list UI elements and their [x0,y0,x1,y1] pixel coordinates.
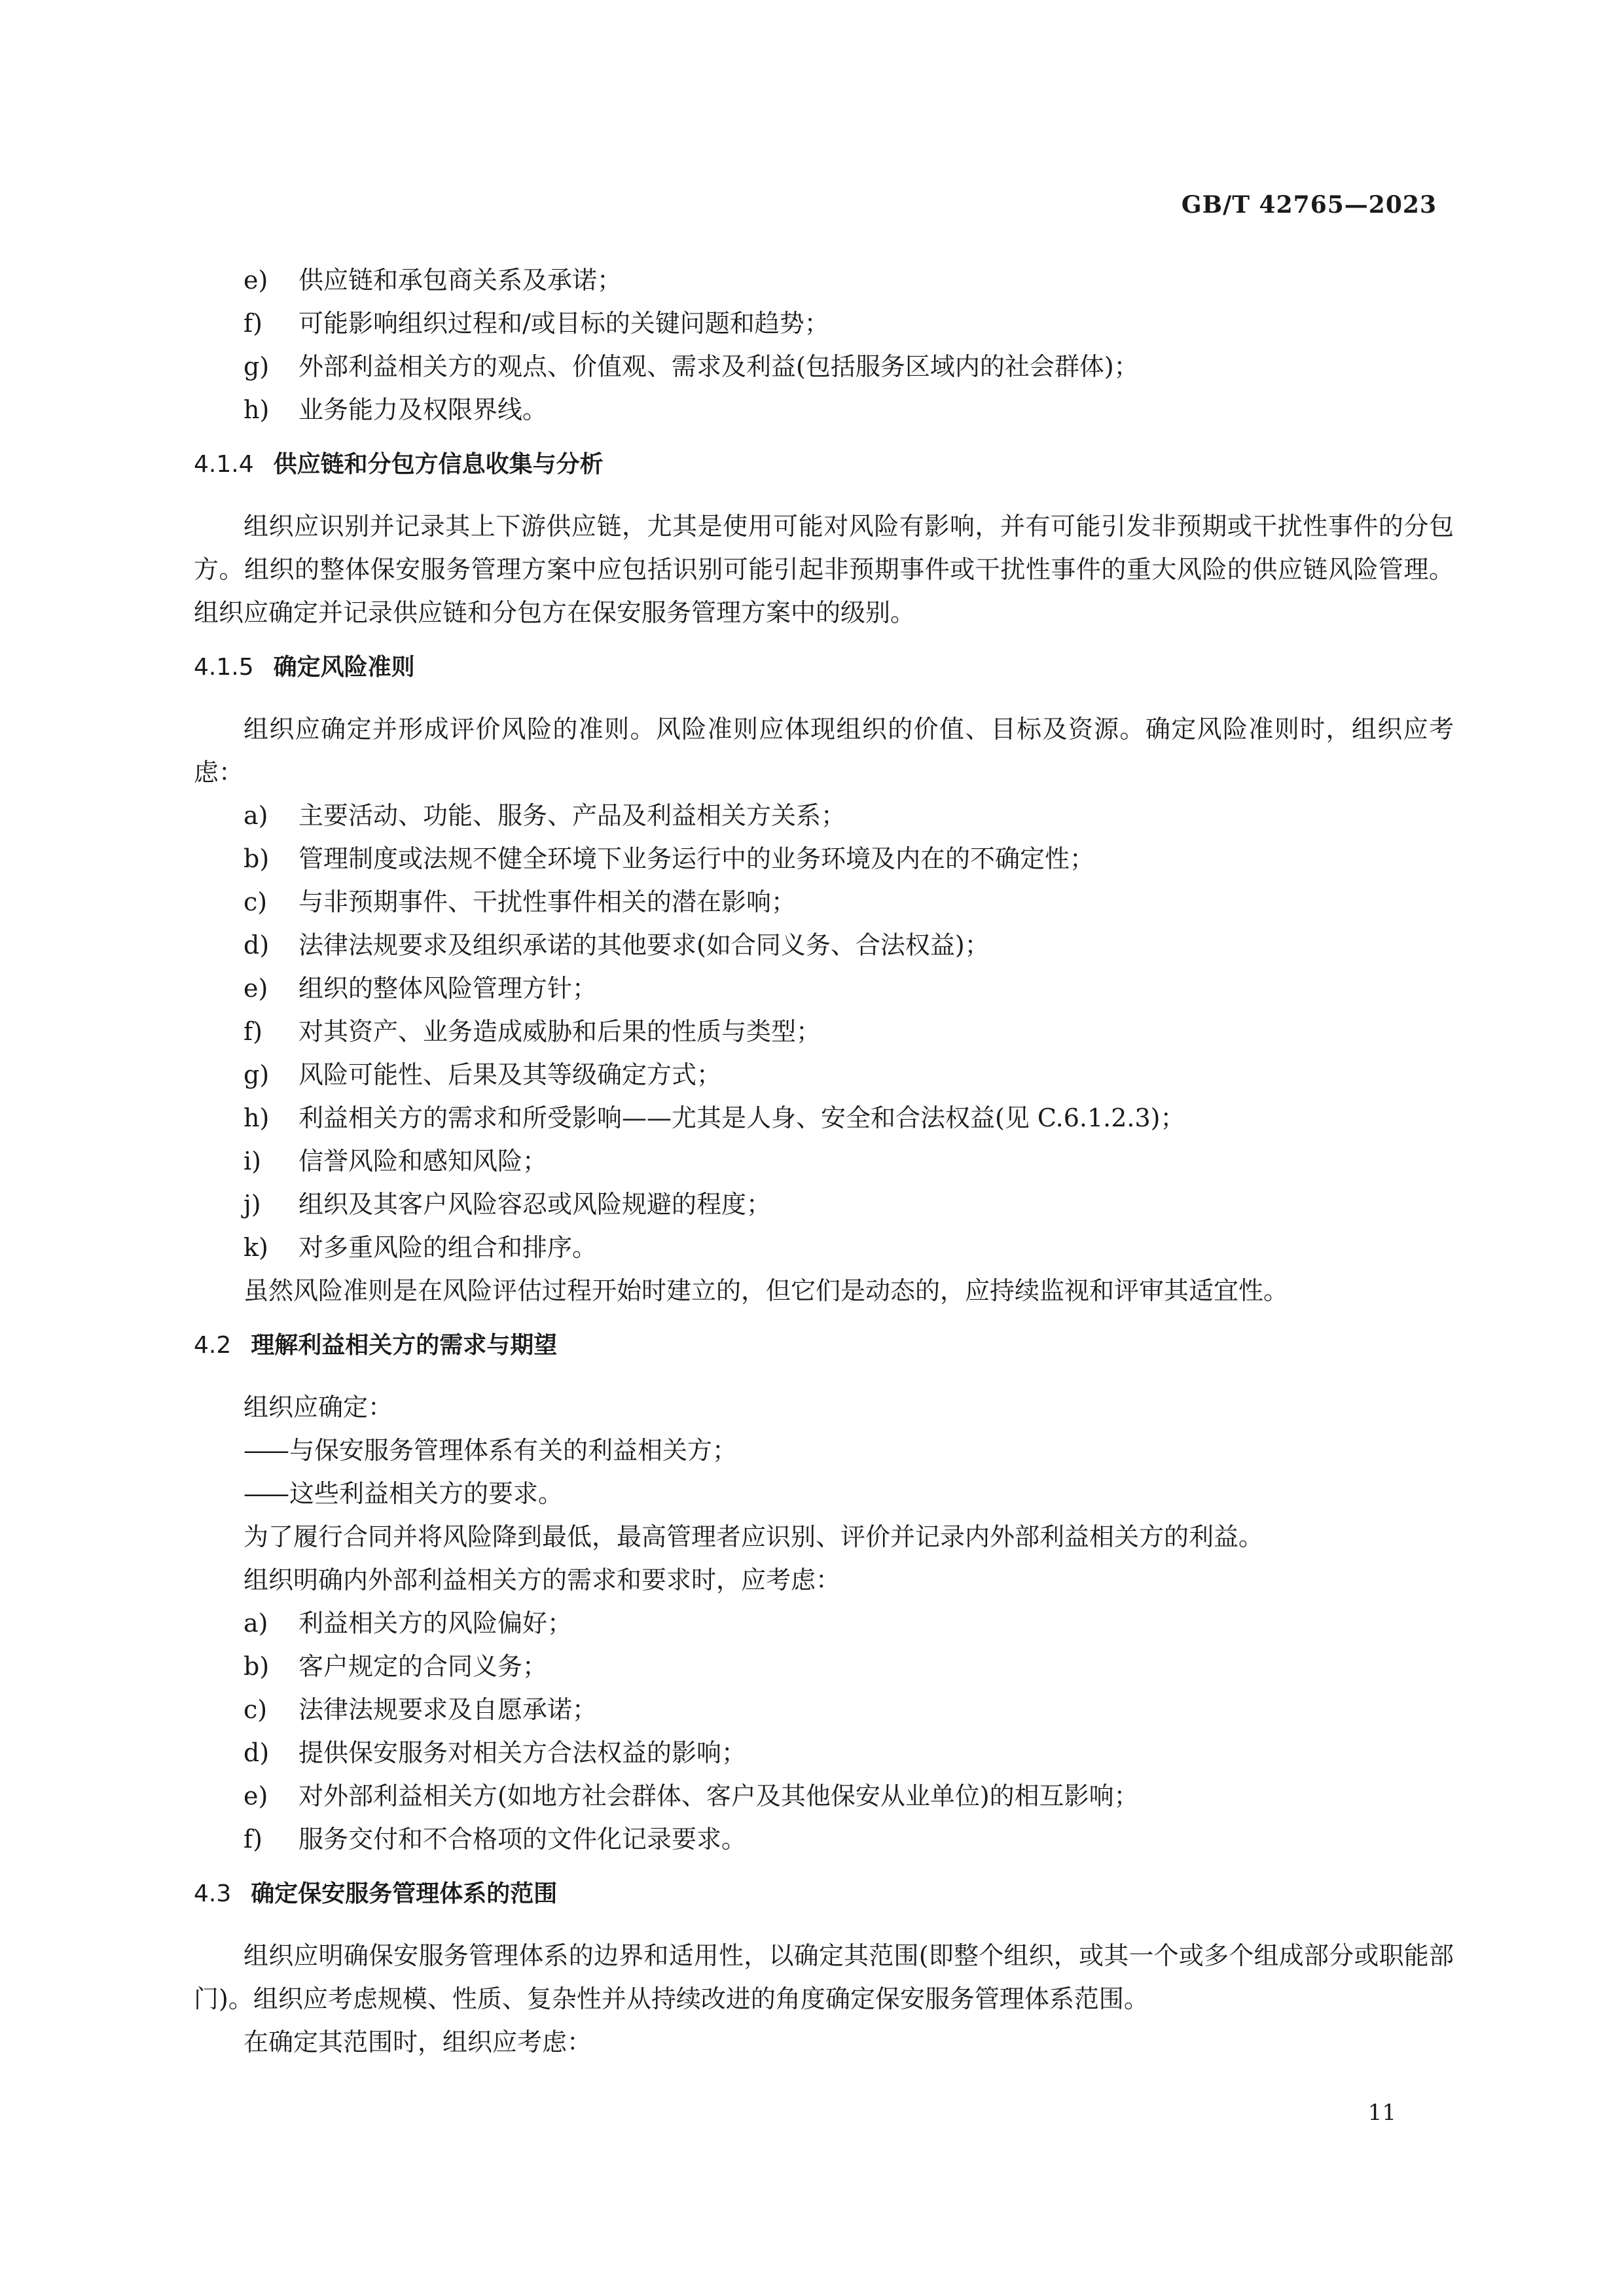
list-item [194,967,1454,1010]
page-number: 11 [1367,2100,1396,2126]
heading-4-3 [194,1873,1454,1916]
item-label: d) [244,1738,270,1767]
standard-code: GB/T 42765—2023 [1181,191,1437,219]
list-item [194,345,1454,388]
heading-4-1-5 [194,646,1454,689]
item-label: j) [244,1190,261,1219]
heading-number: 4.3 [194,1880,232,1907]
list-item [194,1774,1454,1818]
heading-title: 确定保安服务管理体系的范围 [251,1880,558,1907]
dash-item [194,1429,1454,1472]
heading-number: 4.1.4 [194,451,254,478]
heading-number: 4.2 [194,1332,232,1359]
list-4-1-3-tail [194,259,1454,431]
list-4-1-5 [194,794,1454,1269]
paragraph: 组织应识别并记录其上下游供应链，尤其是使用可能对风险有影响，并有可能引发非预期或干扰性事件的分包方。组织的整体保安服务管理方案中应包括识别可能引起非预期事件或干扰性事件的重大风险的供应链风险管理。组织应确定并记录供应链和分包方在保安服务管理方案中的级别。 [194,512,1454,627]
heading-4-2 [194,1324,1454,1367]
heading-4-1-4 [194,443,1454,486]
list-4-2 [194,1602,1454,1861]
item-label: b) [244,844,270,873]
page-content [194,259,1454,2064]
dash-mark: —— [244,1436,285,1465]
item-label: g) [244,1060,270,1089]
item-text: 法律法规要求及组织承诺的其他要求(如合同义务、合法权益)； [298,931,990,960]
item-label: k) [244,1233,268,1262]
list-item [194,388,1454,431]
list-item [194,1096,1454,1139]
item-text: 对其资产、业务造成威胁和后果的性质与类型； [298,1017,821,1046]
item-text: 信誉风险和感知风险； [298,1147,548,1175]
item-text: 组织及其客户风险容忍或风险规避的程度； [298,1190,772,1219]
paragraph: 组织应确定并形成评价风险的准则。风险准则应体现组织的价值、目标及资源。确定风险准则时，组织应考虑： [194,715,1454,787]
item-text: 服务交付和不合格项的文件化记录要求。 [298,1825,747,1854]
item-text: 供应链和承包商关系及承诺； [298,266,623,295]
list-item [194,1139,1454,1183]
item-label: b) [244,1652,270,1681]
item-label: d) [244,931,270,960]
item-text: 对多重风险的组合和排序。 [298,1233,598,1262]
list-item [194,1731,1454,1774]
list-item [194,259,1454,302]
item-label: c) [244,888,268,916]
item-text: 外部利益相关方的观点、价值观、需求及利益(包括服务区域内的社会群体)； [298,352,1139,381]
item-text: 利益相关方的需求和所受影响——尤其是人身、安全和合法权益(见 C.6.1.2.3)； [298,1103,1185,1132]
list-item [194,1053,1454,1096]
item-label: e) [244,266,268,295]
paragraph: 虽然风险准则是在风险评估过程开始时建立的，但它们是动态的，应持续监视和评审其适宜性。 [244,1276,1289,1305]
item-text: 与非预期事件、干扰性事件相关的潜在影响； [298,888,797,916]
paragraph: 在确定其范围时，组织应考虑： [244,2028,592,2056]
item-text: 业务能力及权限界线。 [298,395,548,424]
item-label: h) [244,395,270,424]
heading-title: 供应链和分包方信息收集与分析 [273,451,604,478]
dash-item [194,1472,1454,1515]
item-text: 对外部利益相关方(如地方社会群体、客户及其他保安从业单位)的相互影响； [298,1782,1139,1810]
paragraph: 组织明确内外部利益相关方的需求和要求时，应考虑： [244,1566,841,1594]
item-label: c) [244,1695,268,1724]
list-item [194,794,1454,837]
list-item [194,1602,1454,1645]
item-text: 客户规定的合同义务； [298,1652,548,1681]
list-item [194,1010,1454,1053]
item-label: f) [244,1017,262,1046]
item-text: 管理制度或法规不健全环境下业务运行中的业务环境及内在的不确定性； [298,844,1095,873]
paragraph: 为了履行合同并将风险降到最低，最高管理者应识别、评价并记录内外部利益相关方的利益。 [244,1522,1264,1551]
item-label: i) [244,1147,261,1175]
list-item [194,837,1454,880]
list-item [194,1688,1454,1731]
paragraph: 组织应明确保安服务管理体系的边界和适用性，以确定其范围(即整个组织，或其一个或多个组成部分或职能部门)。组织应考虑规模、性质、复杂性并从持续改进的角度确定保安服务管理体系范围。 [194,1941,1454,2013]
item-label: h) [244,1103,270,1132]
item-text: 提供保安服务对相关方合法权益的影响； [298,1738,747,1767]
list-item [194,302,1454,345]
list-item [194,1226,1454,1269]
item-text: 主要活动、功能、服务、产品及利益相关方关系； [298,801,846,830]
dash-mark: —— [244,1479,285,1508]
item-text: 这些利益相关方的要求。 [289,1479,564,1508]
list-item [194,1183,1454,1226]
item-label: f) [244,309,262,338]
item-label: a) [244,1609,268,1638]
heading-title: 确定风险准则 [273,654,415,681]
item-label: g) [244,352,270,381]
list-item [194,1818,1454,1861]
list-item [194,924,1454,967]
item-text: 法律法规要求及自愿承诺； [298,1695,598,1724]
list-item [194,880,1454,924]
item-label: a) [244,801,268,830]
item-label: e) [244,1782,268,1810]
item-text: 利益相关方的风险偏好； [298,1609,573,1638]
list-item [194,1645,1454,1688]
item-text: 可能影响组织过程和/或目标的关键问题和趋势； [298,309,829,338]
item-text: 与保安服务管理体系有关的利益相关方； [289,1436,738,1465]
heading-number: 4.1.5 [194,654,254,681]
heading-title: 理解利益相关方的需求与期望 [251,1332,558,1359]
item-text: 组织的整体风险管理方针； [298,974,598,1003]
item-label: f) [244,1825,262,1854]
paragraph: 组织应确定： [244,1393,393,1422]
item-text: 风险可能性、后果及其等级确定方式； [298,1060,722,1089]
item-label: e) [244,974,268,1003]
